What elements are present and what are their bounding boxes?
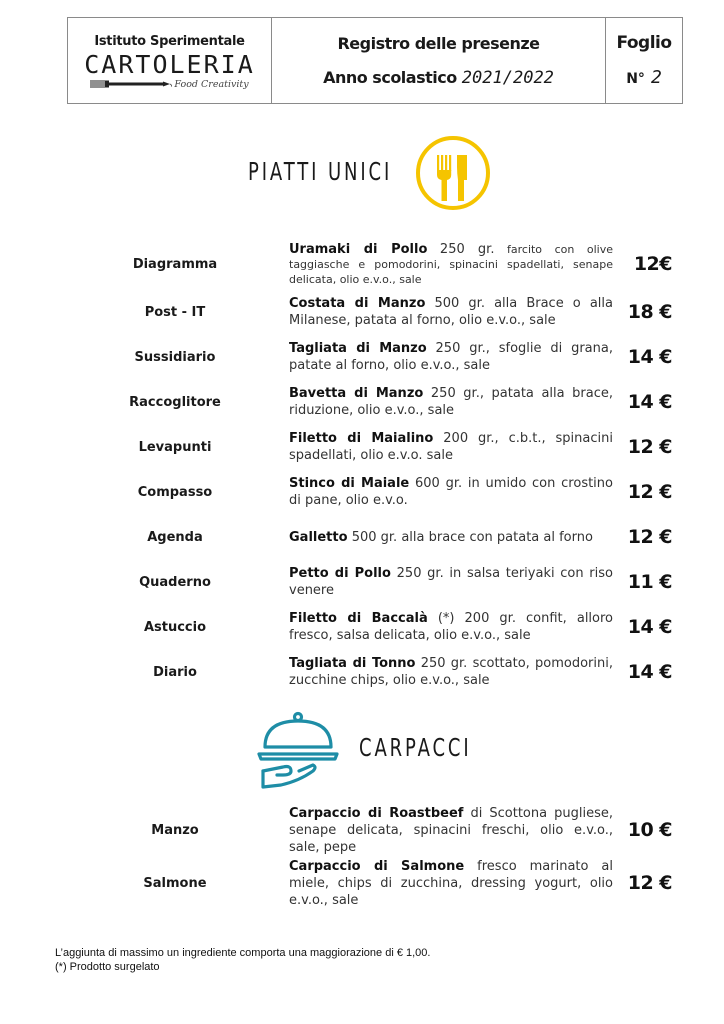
menu-row bbox=[110, 655, 684, 689]
dish-name: Uramaki di Pollo bbox=[289, 241, 428, 257]
menu-category: Sussidiario bbox=[134, 349, 216, 365]
menu-description bbox=[289, 430, 613, 464]
menu-price: 12 € bbox=[627, 526, 672, 548]
menu-description bbox=[289, 242, 613, 287]
menu-category: Manzo bbox=[151, 822, 199, 838]
dish-ingredients: in umido con crostino di pane, olio e.v.o. bbox=[289, 476, 613, 508]
menu-description bbox=[289, 610, 613, 644]
menu-price: 11 € bbox=[627, 571, 672, 593]
dish-weight: 500 gr. bbox=[351, 529, 398, 545]
menu-description bbox=[289, 295, 613, 329]
cloche-hand-icon bbox=[255, 709, 341, 789]
dish-name: Filetto di Baccalà bbox=[289, 611, 428, 626]
dish-weight: 200 gr., bbox=[443, 431, 499, 446]
menu-category: Salmone bbox=[143, 875, 207, 891]
menu-price: 12 € bbox=[627, 481, 672, 503]
sheet-number: 2 bbox=[650, 67, 662, 88]
document-header bbox=[67, 17, 683, 104]
menu-row bbox=[110, 475, 684, 509]
menu-description bbox=[289, 529, 613, 546]
dish-ingredients: farcito con olive taggiasche e pomodorini, spinacini spadellati, senape delicata, olio e.v.o., sale bbox=[289, 242, 613, 286]
menu-category: Post - IT bbox=[144, 304, 206, 320]
sheet-number-prefix: N° bbox=[626, 71, 645, 87]
logo-brand-text: CARTOLERIA bbox=[84, 49, 255, 79]
menu-description bbox=[289, 565, 613, 599]
dish-ingredients: scottato, pomodorini, zucchine chips, olio e.v.o., sale bbox=[289, 656, 614, 688]
menu-row bbox=[110, 565, 684, 599]
menu-description bbox=[289, 858, 613, 909]
menu-description bbox=[289, 805, 613, 856]
menu-price: 14 € bbox=[627, 391, 672, 413]
menu-row bbox=[110, 340, 684, 374]
dish-weight: 250 gr. bbox=[439, 241, 495, 257]
menu-category: Compasso bbox=[137, 484, 213, 500]
dish-name: Bavetta di Manzo bbox=[289, 386, 424, 401]
menu-price: 18 € bbox=[627, 301, 672, 323]
menu-row bbox=[110, 385, 684, 419]
dish-ingredients: di Scottona pugliese, senape delicata, spinacini freschi, olio e.v.o., sale, pepe bbox=[289, 805, 613, 855]
menu-price: 14 € bbox=[627, 661, 672, 683]
menu-row bbox=[110, 610, 684, 644]
menu-price: 12 € bbox=[627, 872, 672, 894]
section-title-carpacci: CARPACCI bbox=[359, 733, 472, 762]
menu-row bbox=[110, 430, 684, 464]
menu-category: Levapunti bbox=[138, 439, 212, 455]
dish-ingredients: confit, alloro fresco, salsa delicata, olio e.v.o., sale bbox=[289, 611, 614, 643]
dish-weight: 500 gr. bbox=[434, 296, 485, 311]
dish-ingredients: in salsa teriyaki con riso venere bbox=[289, 566, 613, 598]
dish-ingredients: fresco marinato al miele, chips di zucchina, dressing yogurt, olio e.v.o., sale bbox=[289, 858, 613, 908]
menu-description bbox=[289, 385, 613, 419]
menu-category: Raccoglitore bbox=[129, 394, 221, 410]
dish-weight: 250 gr., bbox=[435, 341, 490, 356]
dish-name: Stinco di Maiale bbox=[289, 476, 410, 491]
dish-name: Costata di Manzo bbox=[289, 296, 426, 311]
menu-row bbox=[110, 241, 684, 287]
school-year-value: 2021/2022 bbox=[461, 67, 554, 88]
logo-subline bbox=[90, 79, 248, 90]
sheet-label: Foglio bbox=[616, 33, 672, 53]
dish-weight: 250 gr., bbox=[430, 386, 484, 401]
sheet-number-line bbox=[626, 67, 662, 88]
dish-name: Tagliata di Manzo bbox=[289, 341, 427, 356]
school-year-label: Anno scolastico bbox=[323, 67, 457, 87]
school-year-line bbox=[323, 68, 554, 88]
dish-name: Tagliata di Tonno bbox=[289, 656, 416, 671]
menu-price: 10 € bbox=[627, 819, 672, 841]
fork-pencil-icon bbox=[90, 79, 172, 89]
menu-category: Quaderno bbox=[139, 574, 211, 590]
menu-price: 14 € bbox=[627, 346, 672, 368]
logo-tagline: Food Creativity bbox=[174, 78, 249, 90]
section-title-piatti-unici: PIATTI UNICI bbox=[248, 157, 393, 186]
menu-description bbox=[289, 655, 613, 689]
register-title: Registro delle presenze bbox=[337, 33, 540, 53]
dish-weight: (*) 200 gr. bbox=[437, 611, 516, 626]
frozen-product-note: (*) Prodotto surgelato bbox=[55, 961, 160, 973]
menu-category: Diagramma bbox=[132, 256, 218, 272]
logo-cell bbox=[68, 18, 272, 103]
dish-name: Filetto di Maialino bbox=[289, 431, 434, 446]
menu-description bbox=[289, 340, 613, 374]
menu-price: 14 € bbox=[627, 616, 672, 638]
menu-price: 12 € bbox=[627, 436, 672, 458]
menu-row bbox=[110, 858, 684, 908]
dish-name: Petto di Pollo bbox=[289, 566, 391, 581]
dish-name: Carpaccio di Salmone bbox=[289, 858, 465, 874]
menu-row bbox=[110, 804, 684, 856]
sheet-cell bbox=[606, 18, 682, 103]
dish-weight: 250 gr. bbox=[420, 656, 468, 671]
dish-name: Carpaccio di Roastbeef bbox=[289, 805, 464, 821]
logo-institute-text: Istituto Sperimentale bbox=[94, 33, 245, 49]
footer-notes bbox=[55, 946, 430, 974]
menu-category: Agenda bbox=[147, 529, 203, 545]
dish-ingredients: sfoglie di grana, patate al forno, olio e.v.o., sale bbox=[289, 341, 613, 373]
dish-ingredients: c.b.t., spinacini spadellati, olio e.v.o. sale bbox=[289, 431, 613, 463]
dish-name: Galletto bbox=[289, 529, 348, 545]
fork-knife-icon bbox=[413, 133, 493, 213]
menu-description bbox=[289, 475, 613, 509]
surcharge-note: L’aggiunta di massimo un ingrediente comporta una maggiorazione di € 1,00. bbox=[55, 947, 431, 959]
dish-ingredients: patata alla brace, riduzione, olio e.v.o., sale bbox=[289, 386, 614, 418]
dish-weight: 600 gr. bbox=[415, 476, 463, 491]
dish-ingredients: alla brace con patata al forno bbox=[401, 529, 593, 545]
title-cell bbox=[272, 18, 606, 103]
dish-ingredients: alla Brace o alla Milanese, patata al forno, olio e.v.o., sale bbox=[289, 296, 613, 328]
dish-weight: 250 gr. bbox=[396, 566, 444, 581]
menu-row bbox=[110, 295, 684, 329]
menu-row bbox=[110, 527, 684, 547]
menu-category: Astuccio bbox=[143, 619, 207, 635]
menu-price: 12€ bbox=[633, 253, 672, 275]
menu-category: Diario bbox=[153, 664, 197, 680]
